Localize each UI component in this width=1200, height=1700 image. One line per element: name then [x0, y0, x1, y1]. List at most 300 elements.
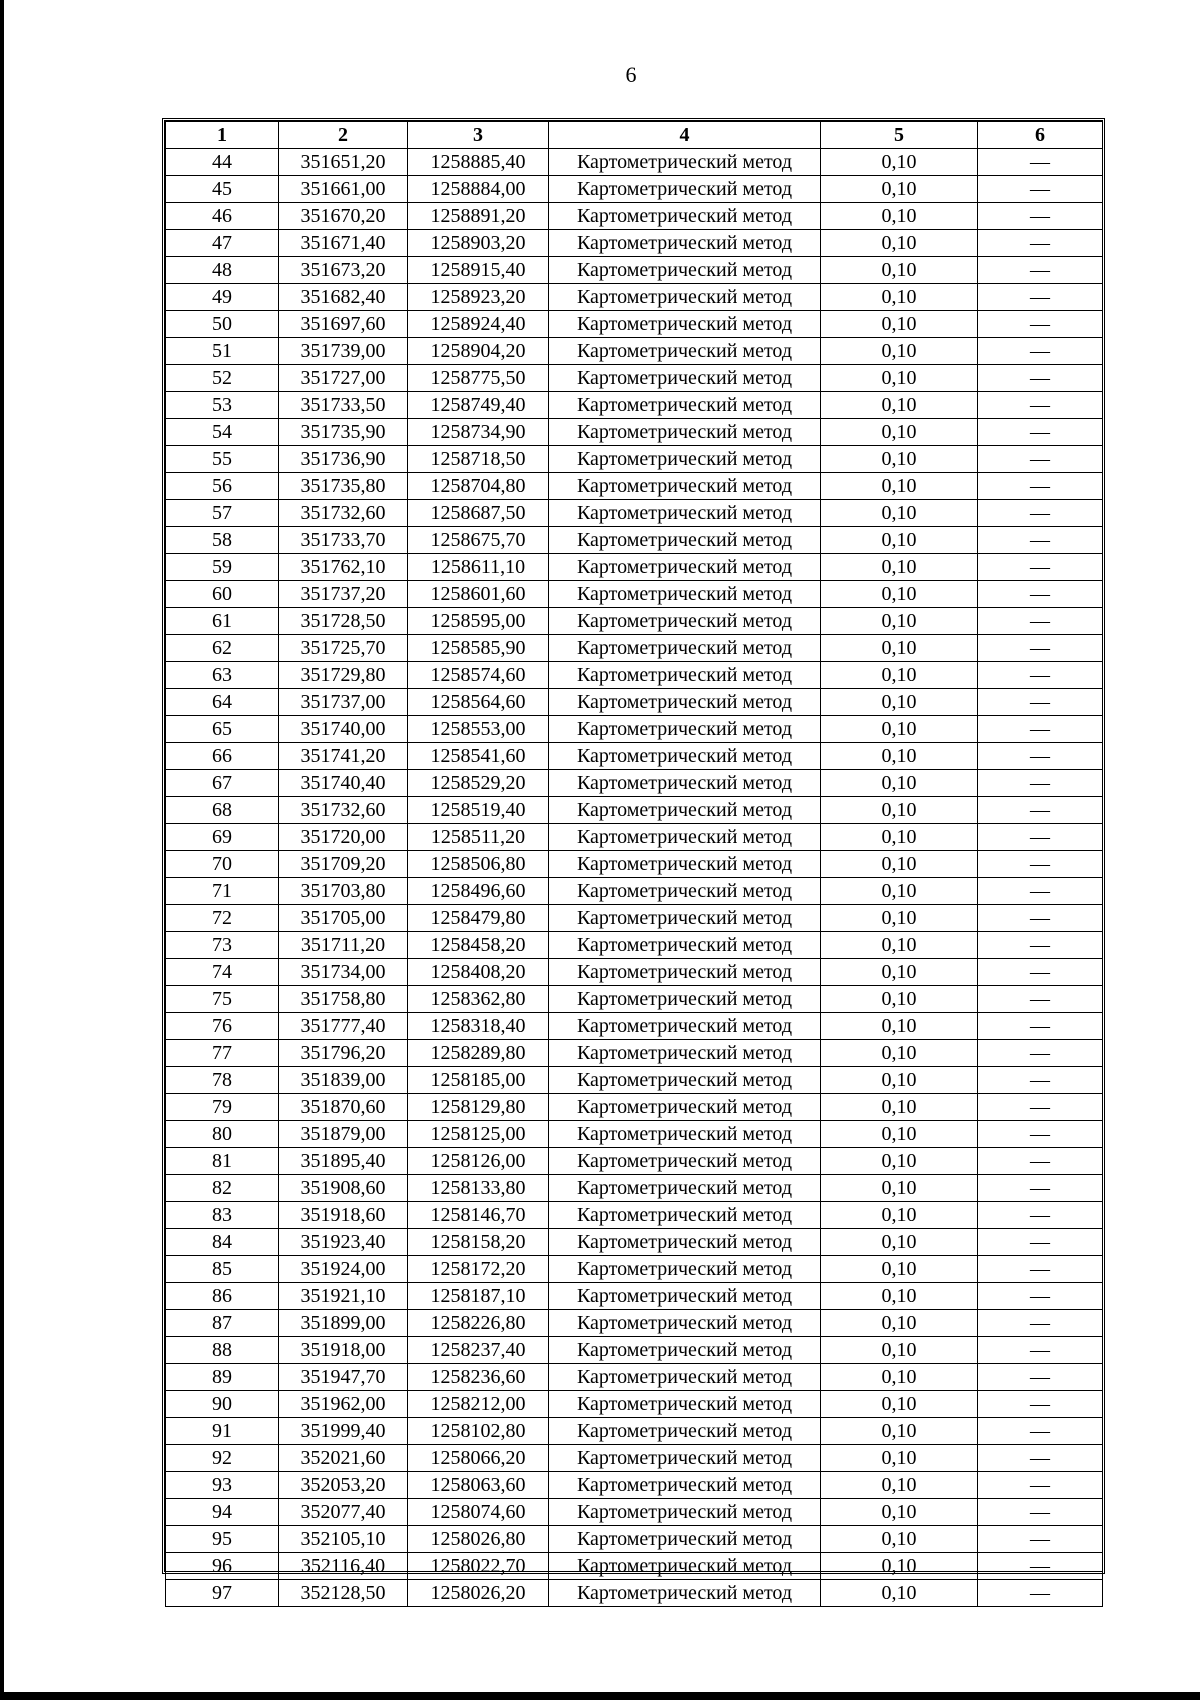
table-row [166, 392, 1103, 419]
y-coordinate-cell: 1258611,10 [408, 554, 549, 581]
accuracy-cell: 0,10 [821, 959, 978, 986]
accuracy-cell: 0,10 [821, 527, 978, 554]
table-row [166, 1553, 1103, 1580]
note-cell: — [978, 716, 1103, 743]
x-coordinate-cell: 351758,80 [279, 986, 408, 1013]
table-row [166, 500, 1103, 527]
accuracy-cell: 0,10 [821, 1040, 978, 1067]
point-number-cell: 95 [166, 1526, 279, 1553]
accuracy-cell: 0,10 [821, 932, 978, 959]
point-number-cell: 94 [166, 1499, 279, 1526]
note-cell: — [978, 797, 1103, 824]
accuracy-cell: 0,10 [821, 1094, 978, 1121]
method-cell: Картометрический метод [549, 878, 821, 905]
x-coordinate-cell: 351923,40 [279, 1229, 408, 1256]
table-row [166, 770, 1103, 797]
header-cell: 1 [166, 122, 279, 149]
method-cell: Картометрический метод [549, 392, 821, 419]
note-cell: — [978, 473, 1103, 500]
accuracy-cell: 0,10 [821, 446, 978, 473]
x-coordinate-cell: 351727,00 [279, 365, 408, 392]
table-row [166, 473, 1103, 500]
y-coordinate-cell: 1258585,90 [408, 635, 549, 662]
point-number-cell: 56 [166, 473, 279, 500]
accuracy-cell: 0,10 [821, 1472, 978, 1499]
table-row [166, 1283, 1103, 1310]
point-number-cell: 91 [166, 1418, 279, 1445]
note-cell: — [978, 1121, 1103, 1148]
point-number-cell: 63 [166, 662, 279, 689]
x-coordinate-cell: 351947,70 [279, 1364, 408, 1391]
y-coordinate-cell: 1258362,80 [408, 986, 549, 1013]
table-row [166, 824, 1103, 851]
accuracy-cell: 0,10 [821, 824, 978, 851]
note-cell: — [978, 905, 1103, 932]
x-coordinate-cell: 351661,00 [279, 176, 408, 203]
table-row [166, 1067, 1103, 1094]
point-number-cell: 50 [166, 311, 279, 338]
method-cell: Картометрический метод [549, 1013, 821, 1040]
header-cell: 3 [408, 122, 549, 149]
x-coordinate-cell: 351732,60 [279, 500, 408, 527]
accuracy-cell: 0,10 [821, 1013, 978, 1040]
point-number-cell: 70 [166, 851, 279, 878]
table-row [166, 1499, 1103, 1526]
scan-edge-bottom [0, 1692, 1200, 1700]
table-row [166, 986, 1103, 1013]
note-cell: — [978, 527, 1103, 554]
x-coordinate-cell: 351735,80 [279, 473, 408, 500]
x-coordinate-cell: 351671,40 [279, 230, 408, 257]
method-cell: Картометрический метод [549, 1202, 821, 1229]
note-cell: — [978, 1526, 1103, 1553]
table-row [166, 905, 1103, 932]
accuracy-cell: 0,10 [821, 1202, 978, 1229]
method-cell: Картометрический метод [549, 1310, 821, 1337]
note-cell: — [978, 1067, 1103, 1094]
accuracy-cell: 0,10 [821, 1337, 978, 1364]
accuracy-cell: 0,10 [821, 1364, 978, 1391]
method-cell: Картометрический метод [549, 824, 821, 851]
accuracy-cell: 0,10 [821, 770, 978, 797]
scan-edge-left [0, 0, 4, 1700]
table-row [166, 230, 1103, 257]
method-cell: Картометрический метод [549, 311, 821, 338]
y-coordinate-cell: 1258519,40 [408, 797, 549, 824]
accuracy-cell: 0,10 [821, 419, 978, 446]
accuracy-cell: 0,10 [821, 662, 978, 689]
y-coordinate-cell: 1258185,00 [408, 1067, 549, 1094]
point-number-cell: 90 [166, 1391, 279, 1418]
note-cell: — [978, 1391, 1103, 1418]
point-number-cell: 51 [166, 338, 279, 365]
point-number-cell: 81 [166, 1148, 279, 1175]
method-cell: Картометрический метод [549, 1418, 821, 1445]
y-coordinate-cell: 1258479,80 [408, 905, 549, 932]
x-coordinate-cell: 351762,10 [279, 554, 408, 581]
point-number-cell: 89 [166, 1364, 279, 1391]
accuracy-cell: 0,10 [821, 554, 978, 581]
table-row [166, 203, 1103, 230]
table-row [166, 959, 1103, 986]
accuracy-cell: 0,10 [821, 1445, 978, 1472]
x-coordinate-cell: 351737,20 [279, 581, 408, 608]
y-coordinate-cell: 1258187,10 [408, 1283, 549, 1310]
y-coordinate-cell: 1258903,20 [408, 230, 549, 257]
y-coordinate-cell: 1258923,20 [408, 284, 549, 311]
table-row [166, 1472, 1103, 1499]
x-coordinate-cell: 352021,60 [279, 1445, 408, 1472]
point-number-cell: 64 [166, 689, 279, 716]
x-coordinate-cell: 351732,60 [279, 797, 408, 824]
point-number-cell: 67 [166, 770, 279, 797]
y-coordinate-cell: 1258749,40 [408, 392, 549, 419]
x-coordinate-cell: 352116,40 [279, 1553, 408, 1580]
accuracy-cell: 0,10 [821, 1121, 978, 1148]
method-cell: Картометрический метод [549, 986, 821, 1013]
accuracy-cell: 0,10 [821, 797, 978, 824]
y-coordinate-cell: 1258172,20 [408, 1256, 549, 1283]
x-coordinate-cell: 351918,00 [279, 1337, 408, 1364]
accuracy-cell: 0,10 [821, 365, 978, 392]
point-number-cell: 49 [166, 284, 279, 311]
point-number-cell: 82 [166, 1175, 279, 1202]
x-coordinate-cell: 351737,00 [279, 689, 408, 716]
accuracy-cell: 0,10 [821, 608, 978, 635]
point-number-cell: 87 [166, 1310, 279, 1337]
note-cell: — [978, 1310, 1103, 1337]
note-cell: — [978, 1175, 1103, 1202]
x-coordinate-cell: 351741,20 [279, 743, 408, 770]
table-row [166, 257, 1103, 284]
y-coordinate-cell: 1258237,40 [408, 1337, 549, 1364]
note-cell: — [978, 149, 1103, 176]
method-cell: Картометрический метод [549, 770, 821, 797]
accuracy-cell: 0,10 [821, 1175, 978, 1202]
note-cell: — [978, 986, 1103, 1013]
x-coordinate-cell: 351908,60 [279, 1175, 408, 1202]
y-coordinate-cell: 1258133,80 [408, 1175, 549, 1202]
note-cell: — [978, 257, 1103, 284]
point-number-cell: 48 [166, 257, 279, 284]
accuracy-cell: 0,10 [821, 1499, 978, 1526]
x-coordinate-cell: 351839,00 [279, 1067, 408, 1094]
table-row [166, 878, 1103, 905]
method-cell: Картометрический метод [549, 230, 821, 257]
note-cell: — [978, 1580, 1103, 1607]
point-number-cell: 72 [166, 905, 279, 932]
y-coordinate-cell: 1258904,20 [408, 338, 549, 365]
x-coordinate-cell: 351796,20 [279, 1040, 408, 1067]
method-cell: Картометрический метод [549, 1499, 821, 1526]
x-coordinate-cell: 352128,50 [279, 1580, 408, 1607]
method-cell: Картометрический метод [549, 1148, 821, 1175]
accuracy-cell: 0,10 [821, 311, 978, 338]
accuracy-cell: 0,10 [821, 689, 978, 716]
y-coordinate-cell: 1258458,20 [408, 932, 549, 959]
accuracy-cell: 0,10 [821, 230, 978, 257]
point-number-cell: 84 [166, 1229, 279, 1256]
y-coordinate-cell: 1258126,00 [408, 1148, 549, 1175]
table-row [166, 527, 1103, 554]
note-cell: — [978, 1148, 1103, 1175]
table-row [166, 662, 1103, 689]
note-cell: — [978, 392, 1103, 419]
table-row [166, 1310, 1103, 1337]
y-coordinate-cell: 1258924,40 [408, 311, 549, 338]
accuracy-cell: 0,10 [821, 500, 978, 527]
x-coordinate-cell: 351740,40 [279, 770, 408, 797]
accuracy-cell: 0,10 [821, 176, 978, 203]
x-coordinate-cell: 351709,20 [279, 851, 408, 878]
note-cell: — [978, 1499, 1103, 1526]
accuracy-cell: 0,10 [821, 1229, 978, 1256]
note-cell: — [978, 1229, 1103, 1256]
x-coordinate-cell: 351899,00 [279, 1310, 408, 1337]
x-coordinate-cell: 351729,80 [279, 662, 408, 689]
method-cell: Картометрический метод [549, 1283, 821, 1310]
point-number-cell: 71 [166, 878, 279, 905]
table-row [166, 1391, 1103, 1418]
y-coordinate-cell: 1258553,00 [408, 716, 549, 743]
method-cell: Картометрический метод [549, 176, 821, 203]
note-cell: — [978, 770, 1103, 797]
note-cell: — [978, 311, 1103, 338]
y-coordinate-cell: 1258226,80 [408, 1310, 549, 1337]
point-number-cell: 46 [166, 203, 279, 230]
x-coordinate-cell: 351739,00 [279, 338, 408, 365]
point-number-cell: 65 [166, 716, 279, 743]
point-number-cell: 53 [166, 392, 279, 419]
table-row [166, 1229, 1103, 1256]
note-cell: — [978, 1256, 1103, 1283]
header-cell: 4 [549, 122, 821, 149]
point-number-cell: 85 [166, 1256, 279, 1283]
point-number-cell: 69 [166, 824, 279, 851]
note-cell: — [978, 230, 1103, 257]
method-cell: Картометрический метод [549, 932, 821, 959]
method-cell: Картометрический метод [549, 905, 821, 932]
table-row [166, 1526, 1103, 1553]
y-coordinate-cell: 1258687,50 [408, 500, 549, 527]
method-cell: Картометрический метод [549, 1256, 821, 1283]
y-coordinate-cell: 1258158,20 [408, 1229, 549, 1256]
x-coordinate-cell: 351918,60 [279, 1202, 408, 1229]
x-coordinate-cell: 351999,40 [279, 1418, 408, 1445]
y-coordinate-cell: 1258775,50 [408, 365, 549, 392]
table-row [166, 1256, 1103, 1283]
point-number-cell: 88 [166, 1337, 279, 1364]
note-cell: — [978, 635, 1103, 662]
y-coordinate-cell: 1258496,60 [408, 878, 549, 905]
x-coordinate-cell: 351895,40 [279, 1148, 408, 1175]
method-cell: Картометрический метод [549, 1094, 821, 1121]
table-row [166, 1445, 1103, 1472]
table-row [166, 797, 1103, 824]
method-cell: Картометрический метод [549, 1553, 821, 1580]
y-coordinate-cell: 1258675,70 [408, 527, 549, 554]
method-cell: Картометрический метод [549, 851, 821, 878]
point-number-cell: 60 [166, 581, 279, 608]
point-number-cell: 55 [166, 446, 279, 473]
note-cell: — [978, 446, 1103, 473]
point-number-cell: 52 [166, 365, 279, 392]
point-number-cell: 93 [166, 1472, 279, 1499]
x-coordinate-cell: 351879,00 [279, 1121, 408, 1148]
y-coordinate-cell: 1258102,80 [408, 1418, 549, 1445]
accuracy-cell: 0,10 [821, 1418, 978, 1445]
table-row [166, 176, 1103, 203]
accuracy-cell: 0,10 [821, 635, 978, 662]
point-number-cell: 66 [166, 743, 279, 770]
accuracy-cell: 0,10 [821, 149, 978, 176]
accuracy-cell: 0,10 [821, 1553, 978, 1580]
note-cell: — [978, 1472, 1103, 1499]
note-cell: — [978, 500, 1103, 527]
point-number-cell: 73 [166, 932, 279, 959]
point-number-cell: 76 [166, 1013, 279, 1040]
y-coordinate-cell: 1258574,60 [408, 662, 549, 689]
table-row [166, 1121, 1103, 1148]
accuracy-cell: 0,10 [821, 1283, 978, 1310]
note-cell: — [978, 959, 1103, 986]
method-cell: Картометрический метод [549, 635, 821, 662]
x-coordinate-cell: 351740,00 [279, 716, 408, 743]
point-number-cell: 80 [166, 1121, 279, 1148]
method-cell: Картометрический метод [549, 581, 821, 608]
x-coordinate-cell: 351711,20 [279, 932, 408, 959]
point-number-cell: 59 [166, 554, 279, 581]
accuracy-cell: 0,10 [821, 473, 978, 500]
accuracy-cell: 0,10 [821, 716, 978, 743]
point-number-cell: 86 [166, 1283, 279, 1310]
method-cell: Картометрический метод [549, 743, 821, 770]
y-coordinate-cell: 1258564,60 [408, 689, 549, 716]
note-cell: — [978, 851, 1103, 878]
point-number-cell: 45 [166, 176, 279, 203]
note-cell: — [978, 1013, 1103, 1040]
x-coordinate-cell: 351697,60 [279, 311, 408, 338]
y-coordinate-cell: 1258595,00 [408, 608, 549, 635]
x-coordinate-cell: 351921,10 [279, 1283, 408, 1310]
table-row [166, 311, 1103, 338]
point-number-cell: 92 [166, 1445, 279, 1472]
note-cell: — [978, 1094, 1103, 1121]
y-coordinate-cell: 1258704,80 [408, 473, 549, 500]
table-row [166, 743, 1103, 770]
x-coordinate-cell: 351728,50 [279, 608, 408, 635]
method-cell: Картометрический метод [549, 554, 821, 581]
table-row [166, 716, 1103, 743]
header-cell: 6 [978, 122, 1103, 149]
note-cell: — [978, 284, 1103, 311]
x-coordinate-cell: 351705,00 [279, 905, 408, 932]
x-coordinate-cell: 351734,00 [279, 959, 408, 986]
table-row [166, 1013, 1103, 1040]
note-cell: — [978, 419, 1103, 446]
y-coordinate-cell: 1258511,20 [408, 824, 549, 851]
header-row [166, 122, 1103, 149]
accuracy-cell: 0,10 [821, 1391, 978, 1418]
method-cell: Картометрический метод [549, 608, 821, 635]
table-row [166, 1337, 1103, 1364]
method-cell: Картометрический метод [549, 1121, 821, 1148]
table-row [166, 1202, 1103, 1229]
table-row [166, 284, 1103, 311]
x-coordinate-cell: 351651,20 [279, 149, 408, 176]
accuracy-cell: 0,10 [821, 986, 978, 1013]
y-coordinate-cell: 1258026,20 [408, 1580, 549, 1607]
method-cell: Картометрический метод [549, 500, 821, 527]
method-cell: Картометрический метод [549, 1445, 821, 1472]
point-number-cell: 74 [166, 959, 279, 986]
method-cell: Картометрический метод [549, 1040, 821, 1067]
y-coordinate-cell: 1258884,00 [408, 176, 549, 203]
accuracy-cell: 0,10 [821, 257, 978, 284]
accuracy-cell: 0,10 [821, 743, 978, 770]
note-cell: — [978, 338, 1103, 365]
y-coordinate-cell: 1258074,60 [408, 1499, 549, 1526]
point-number-cell: 68 [166, 797, 279, 824]
table-row [166, 1418, 1103, 1445]
table-row [166, 1364, 1103, 1391]
y-coordinate-cell: 1258891,20 [408, 203, 549, 230]
table-row [166, 689, 1103, 716]
point-number-cell: 78 [166, 1067, 279, 1094]
note-cell: — [978, 662, 1103, 689]
x-coordinate-cell: 352077,40 [279, 1499, 408, 1526]
point-number-cell: 58 [166, 527, 279, 554]
method-cell: Картометрический метод [549, 473, 821, 500]
point-number-cell: 97 [166, 1580, 279, 1607]
method-cell: Картометрический метод [549, 1067, 821, 1094]
x-coordinate-cell: 351733,70 [279, 527, 408, 554]
method-cell: Картометрический метод [549, 1472, 821, 1499]
table-row [166, 149, 1103, 176]
method-cell: Картометрический метод [549, 662, 821, 689]
x-coordinate-cell: 351962,00 [279, 1391, 408, 1418]
x-coordinate-cell: 351924,00 [279, 1256, 408, 1283]
x-coordinate-cell: 351720,00 [279, 824, 408, 851]
note-cell: — [978, 1283, 1103, 1310]
coordinates-table [165, 121, 1103, 1607]
accuracy-cell: 0,10 [821, 878, 978, 905]
x-coordinate-cell: 351670,20 [279, 203, 408, 230]
accuracy-cell: 0,10 [821, 581, 978, 608]
table-row [166, 1580, 1103, 1607]
table-row [166, 851, 1103, 878]
y-coordinate-cell: 1258601,60 [408, 581, 549, 608]
accuracy-cell: 0,10 [821, 1256, 978, 1283]
note-cell: — [978, 689, 1103, 716]
method-cell: Картометрический метод [549, 1364, 821, 1391]
point-number-cell: 75 [166, 986, 279, 1013]
table-row [166, 365, 1103, 392]
accuracy-cell: 0,10 [821, 1580, 978, 1607]
point-number-cell: 61 [166, 608, 279, 635]
y-coordinate-cell: 1258026,80 [408, 1526, 549, 1553]
table-row [166, 932, 1103, 959]
note-cell: — [978, 365, 1103, 392]
y-coordinate-cell: 1258734,90 [408, 419, 549, 446]
x-coordinate-cell: 351870,60 [279, 1094, 408, 1121]
y-coordinate-cell: 1258125,00 [408, 1121, 549, 1148]
note-cell: — [978, 878, 1103, 905]
table-row [166, 1094, 1103, 1121]
note-cell: — [978, 1337, 1103, 1364]
note-cell: — [978, 1202, 1103, 1229]
y-coordinate-cell: 1258541,60 [408, 743, 549, 770]
